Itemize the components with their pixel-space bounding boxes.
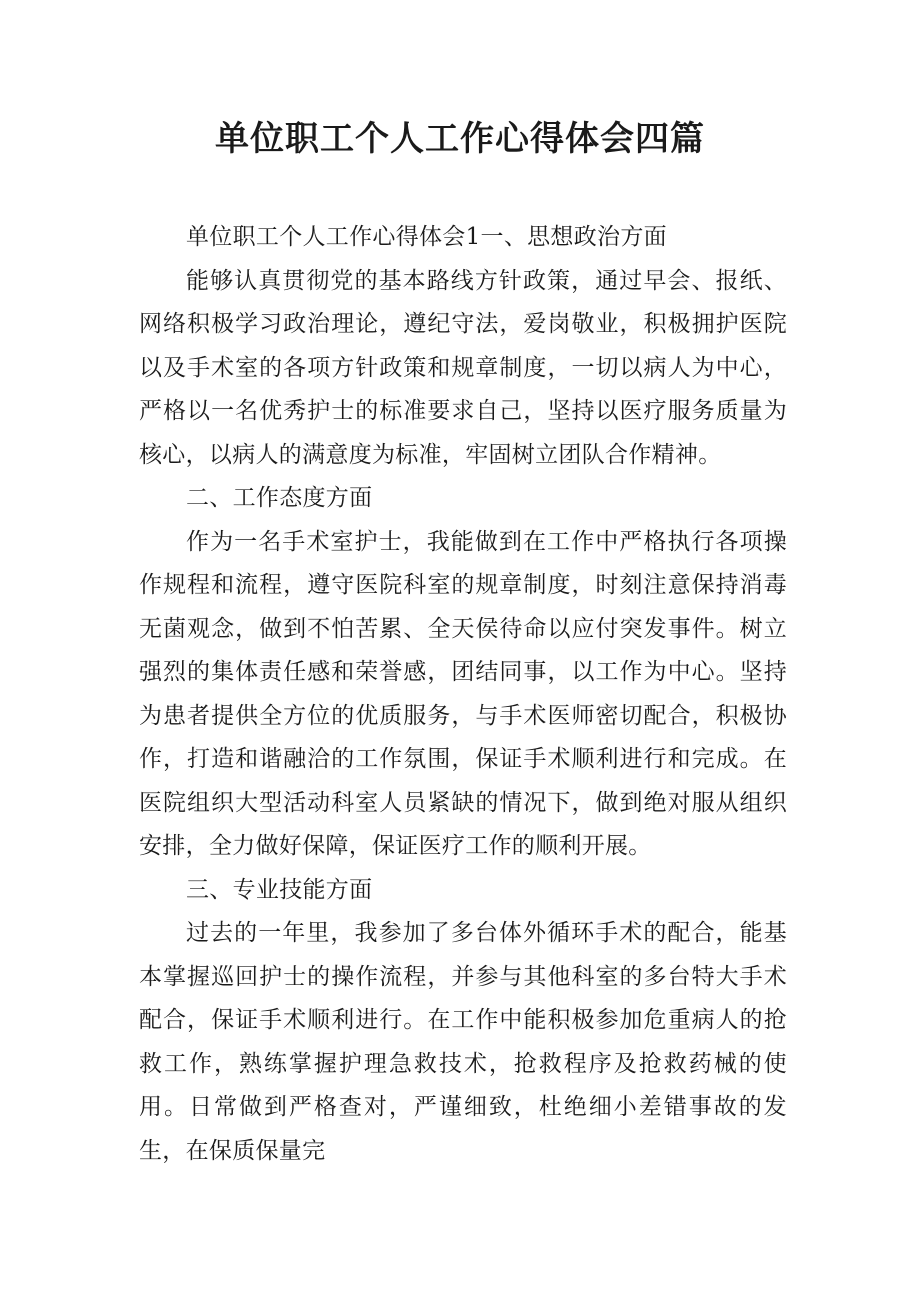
paragraph-intro: 单位职工个人工作心得体会1一、思想政治方面 (186, 224, 667, 250)
document-body (139, 216, 787, 1173)
paragraph-political: 能够认真贯彻党的基本路线方针政策，通过早会、报纸、网络积极学习政治理论，遵纪守法，爱岗敬业，积极拥护医院以及手术室的各项方针政策和规章制度，一切以病人为中心，严格以一名优秀护士的标准要求自己，坚持以医疗服务质量为核心，以病人的满意度为标准，牢固树立团队合作精神。 (139, 267, 787, 468)
paragraph-skills: 过去的一年里，我参加了多台体外循环手术的配合，能基本掌握巡回护士的操作流程，并参与其他科室的多台特大手术配合，保证手术顺利进行。在工作中能积极参加危重病人的抢救工作，熟练掌握护理急救技术，抢救程序及抢救药械的使用。日常做到严格查对，严谨细致，杜绝细小差错事故的发生，在保质保量完 (139, 920, 787, 1164)
paragraph-attitude: 作为一名手术室护士，我能做到在工作中严格执行各项操作规程和流程，遵守医院科室的规章制度，时刻注意保持消毒无菌观念，做到不怕苦累、全天侯待命以应付突发事件。树立强烈的集体责任感和荣誉感，团结同事，以工作为中心。坚持为患者提供全方位的优质服务，与手术医师密切配合，积极协作，打造和谐融洽的工作氛围，保证手术顺利进行和完成。在医院组织大型活动科室人员紧缺的情况下，做到绝对服从组织安排，全力做好保障，保证医疗工作的顺利开展。 (139, 528, 787, 859)
section-heading-skills: 三、专业技能方面 (186, 876, 373, 903)
section-heading-attitude: 二、工作态度方面 (186, 485, 373, 511)
document-title: 单位职工个人工作心得体会四篇 (215, 119, 705, 159)
